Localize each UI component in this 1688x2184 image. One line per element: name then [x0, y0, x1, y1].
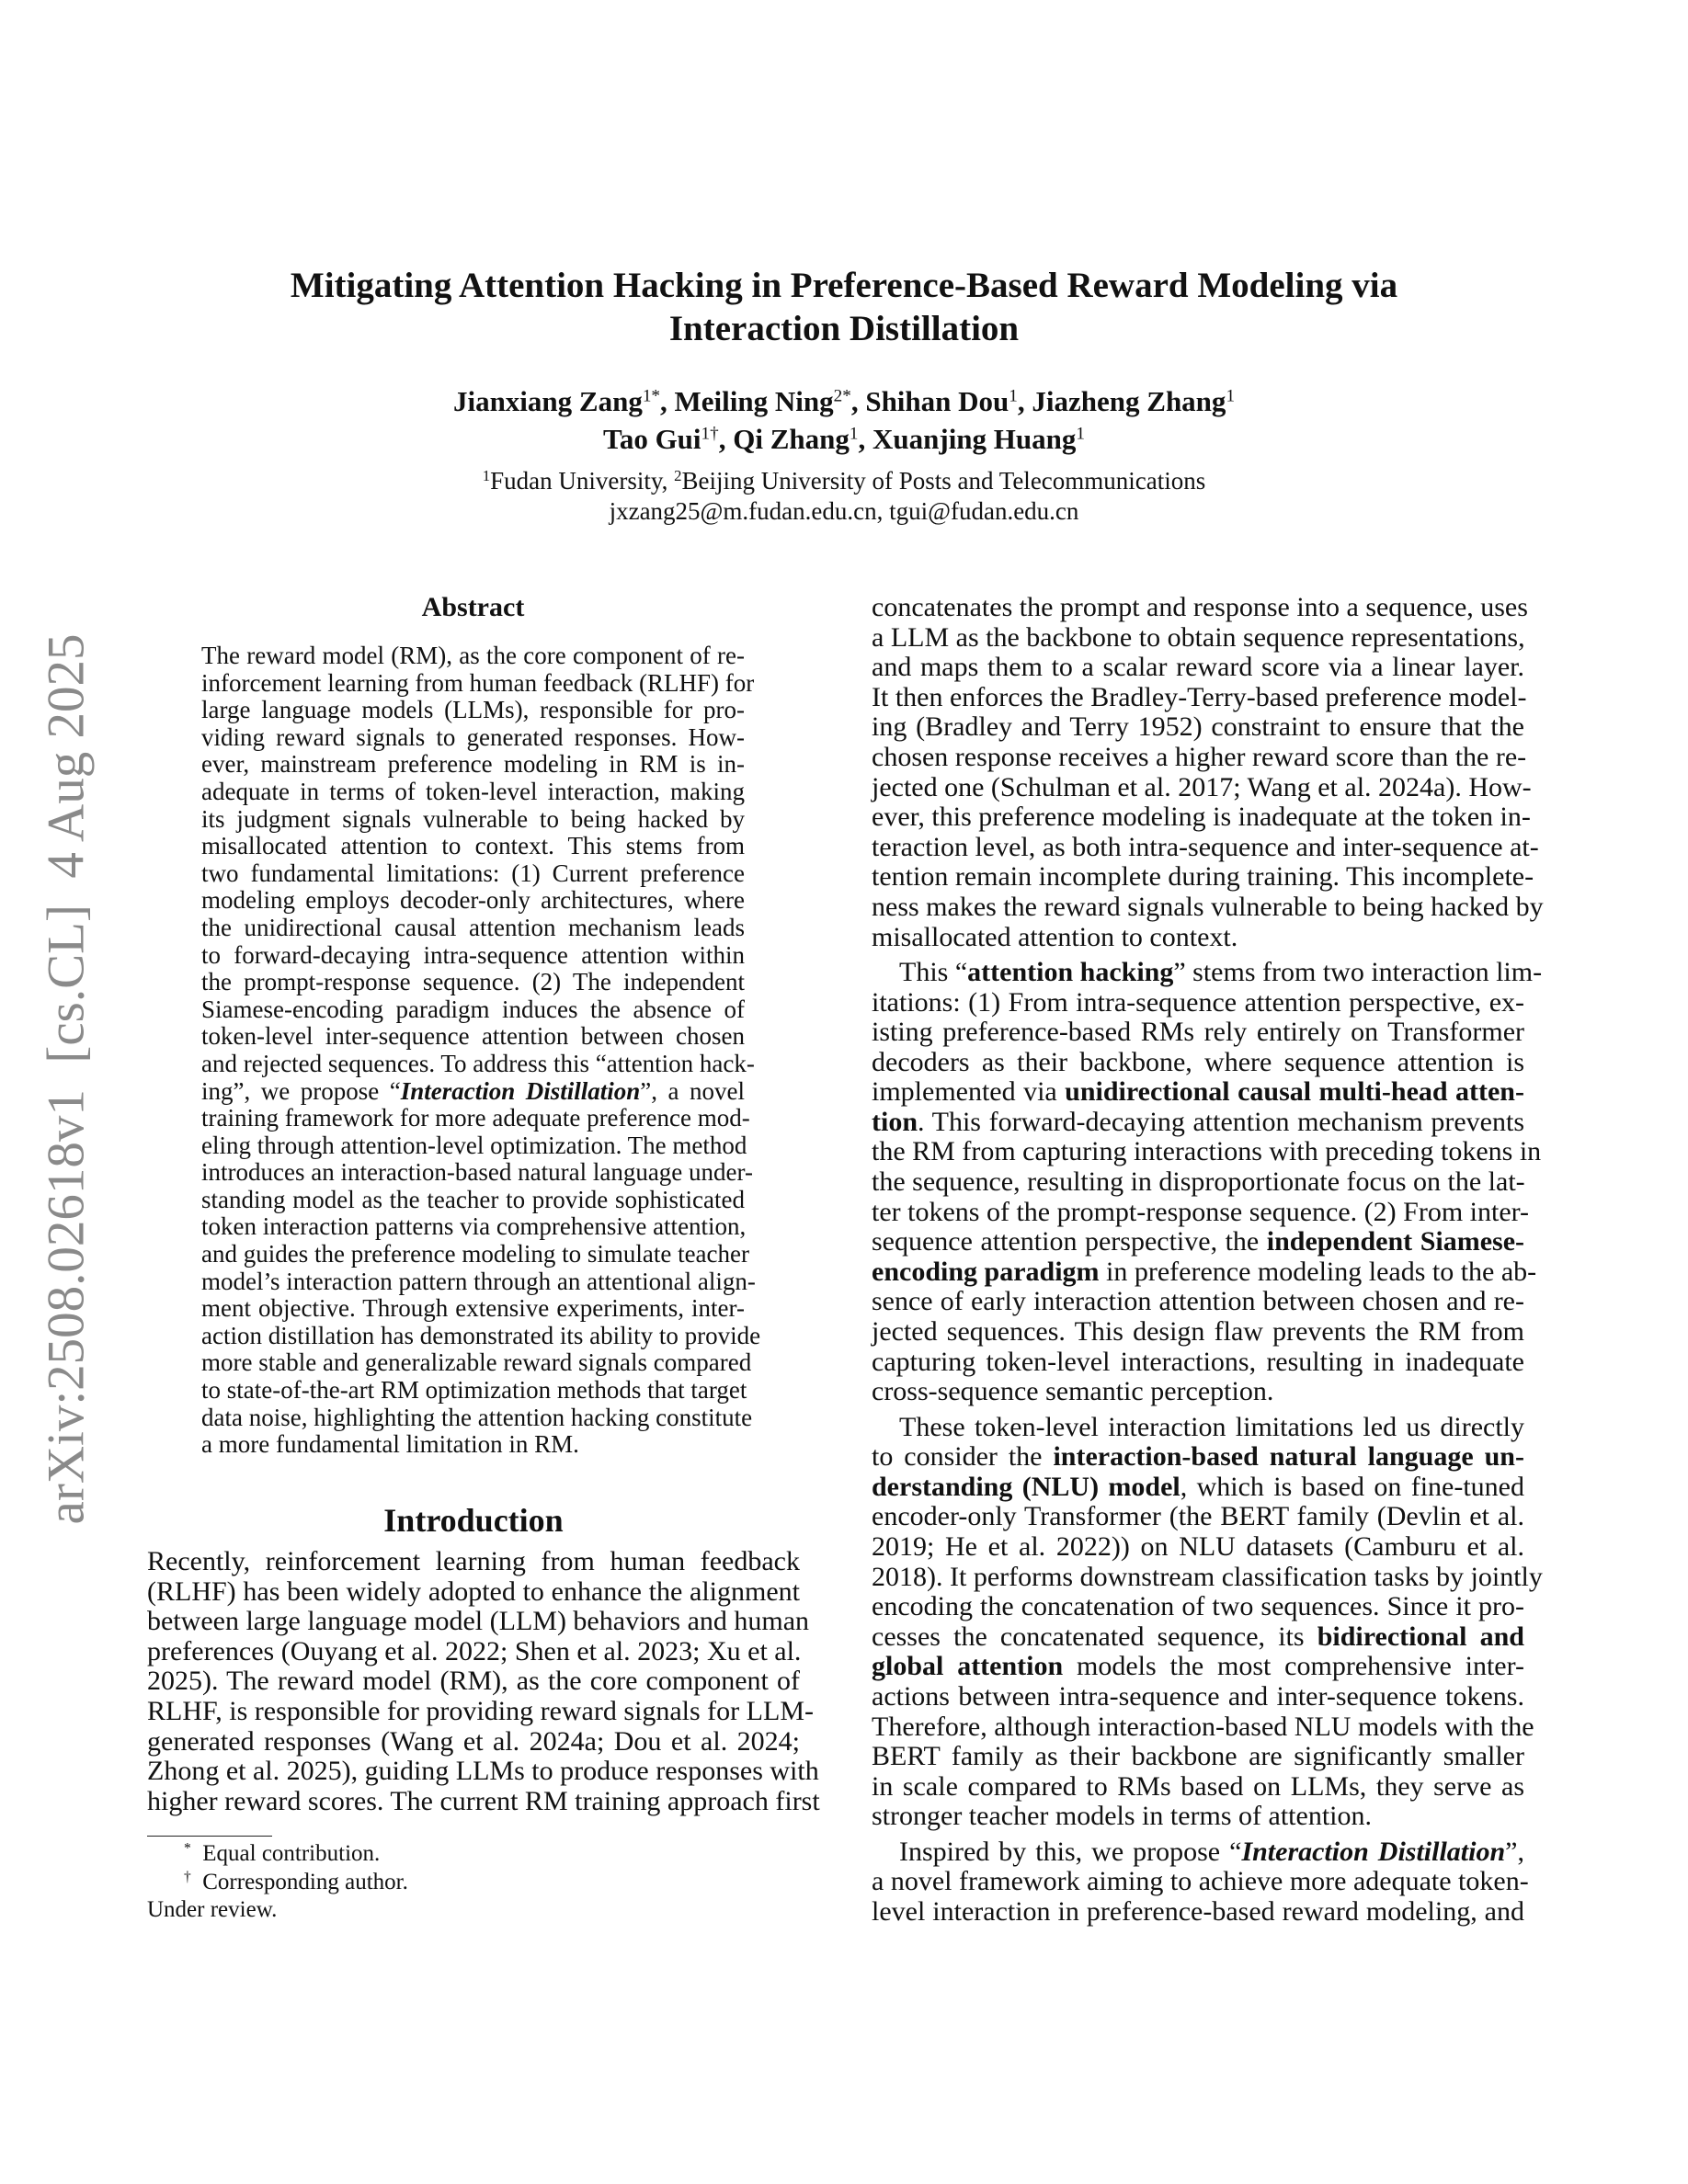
text-line — [872, 1108, 1524, 1138]
text-line: The reward model (RM), as the core component of re- — [201, 642, 745, 669]
text-line: between large language model (LLM) behaviors and human — [147, 1606, 810, 1637]
author-affiliation-mark: 1 — [849, 424, 859, 444]
text-segment: Inspired by this, we propose “ — [899, 1836, 1242, 1867]
text-line: encoding the concatenation of two sequences. Since it pro- — [872, 1591, 1524, 1622]
emphasized-text: encoding paradigm — [872, 1256, 1100, 1287]
paragraph — [201, 642, 761, 1459]
text-line: cross-sequence semantic perception. — [872, 1376, 1274, 1407]
author-affiliation-mark: 1 — [1226, 386, 1236, 406]
text-segment: sequence attention perspective, the — [872, 1226, 1267, 1257]
text-line: token-level inter-sequence attention between chosen — [201, 1022, 745, 1051]
text-line — [201, 1078, 745, 1106]
affiliations — [0, 466, 1688, 527]
paragraph — [872, 592, 1544, 952]
text-line — [872, 1652, 1524, 1682]
author-list — [0, 382, 1688, 458]
author-emails: jxzang25@m.fudan.edu.cn, tgui@fudan.edu.cn — [609, 497, 1079, 525]
text-segment: implemented via — [872, 1076, 1066, 1108]
text-line: the unidirectional causal attention mechanism leads — [201, 913, 745, 941]
text-segment: ”, — [1505, 1836, 1524, 1867]
affiliation-mark: 1 — [482, 466, 491, 484]
text-line: concatenates the prompt and response into a sequence, uses — [872, 592, 1528, 622]
text-line: jected one (Schulman et al. 2017; Wang et al. 2024a). How- — [872, 771, 1532, 802]
emphasized-text: tion — [872, 1106, 918, 1137]
text-line: chosen response receives a higher reward score than the re- — [872, 741, 1527, 772]
text-line: stronger teacher models in terms of attention. — [872, 1801, 1372, 1832]
footnote — [184, 1868, 408, 1896]
paragraph — [872, 1836, 1529, 1928]
text-line — [872, 1622, 1524, 1653]
text-line: more stable and generalizable reward signals compared — [201, 1348, 752, 1377]
text-segment: in preference modeling leads to the ab- — [1099, 1256, 1537, 1287]
text-line: misallocated attention to context. This stems from — [201, 832, 745, 860]
text-line: 2019; He et al. 2022)) on NLU datasets (Camburu et al. — [872, 1531, 1524, 1562]
introduction-heading: Introduction — [383, 1502, 564, 1539]
text-line — [872, 1256, 1537, 1288]
text-line — [872, 1077, 1524, 1108]
text-segment: ing”, we propose “ — [201, 1076, 401, 1105]
text-line: modeling employs decoder-only architectures, where — [201, 886, 745, 915]
text-line: ment objective. Through extensive experiments, inter- — [201, 1294, 745, 1323]
author-name: Meiling Ning — [674, 385, 834, 417]
text-line: teraction level, as both intra-sequence and inter-sequence at- — [872, 831, 1539, 862]
affiliation-name: Fudan University, — [490, 467, 675, 495]
affiliation-mark: 2 — [674, 466, 682, 484]
author-name: Xuanjing Huang — [873, 423, 1077, 455]
text-line: (RLHF) has been widely adopted to enhance the alignment — [147, 1575, 800, 1607]
text-line: capturing token-level interactions, resulting in inadequate — [872, 1346, 1524, 1377]
text-line: action distillation has demonstrated its ability to provide — [201, 1321, 761, 1349]
abstract-heading: Abstract — [421, 592, 525, 622]
author-affiliation-mark: 1† — [701, 424, 719, 444]
text-line: two fundamental limitations: (1) Current preference — [201, 859, 745, 887]
text-line — [872, 1473, 1524, 1503]
text-line: standing model as the teacher to provide sophisticated — [201, 1185, 745, 1213]
text-line: introduces an interaction-based natural language under- — [201, 1158, 753, 1187]
text-line: data noise, highlighting the attention hacking constitute — [201, 1403, 753, 1431]
text-line: preferences (Ouyang et al. 2022; Shen et al. 2023; Xu et al. — [147, 1635, 802, 1666]
text-line: Siamese-encoding paradigm induces the absence of — [201, 995, 745, 1023]
author-line: Tao Gui$^{1\dagger}$, Qi Zhang$^1$, Xuanjing Huang$^1$ — [602, 423, 1085, 455]
text-line: model’s interaction pattern through an attentional align- — [201, 1267, 756, 1295]
text-line: and maps them to a scalar reward score via a linear layer. — [872, 652, 1524, 683]
text-line: itations: (1) From intra-sequence attention perspective, ex- — [872, 986, 1524, 1018]
author-name: Qi Zhang — [733, 423, 850, 455]
text-line: encoder-only Transformer (the BERT family (Devlin et al. — [872, 1501, 1524, 1532]
text-line: training framework for more adequate preference mod- — [201, 1104, 750, 1132]
text-line: decoders as their backbone, where sequence attention is — [872, 1046, 1524, 1077]
author-name: Jianxiang Zang — [452, 385, 643, 417]
emphasized-text: attention hacking — [967, 956, 1174, 987]
text-line: a more fundamental limitation in RM. — [201, 1430, 579, 1459]
text-line: These token-level interaction limitations led us directly — [899, 1411, 1524, 1442]
emphasized-text: Interaction Distillation — [400, 1076, 641, 1105]
text-segment: cesses the concatenated sequence, its — [872, 1621, 1317, 1652]
author-affiliation-mark: 2* — [833, 386, 851, 406]
text-line: ter tokens of the prompt-response sequence. (2) From inter- — [872, 1196, 1530, 1227]
text-line: Zhong et al. 2025), guiding LLMs to produce responses with — [147, 1756, 819, 1787]
text-line — [872, 1837, 1524, 1868]
text-line: to forward-decaying intra-sequence attention within — [201, 940, 745, 969]
author-affiliation-mark: 1 — [1009, 386, 1018, 406]
emphasized-text: derstanding (NLU) model — [872, 1471, 1180, 1502]
footnote-mark: † — [184, 1869, 191, 1885]
emphasized-text: Interaction Distillation — [1241, 1836, 1506, 1867]
author-affiliation-mark: 1* — [642, 386, 661, 406]
text-segment: , which is based on fine-tuned — [1180, 1471, 1524, 1502]
author-name: Jiazheng Zhang — [1032, 385, 1226, 417]
text-line: a novel framework aiming to achieve more adequate token- — [872, 1866, 1529, 1897]
text-line: BERT family as their backbone are significantly smaller — [872, 1741, 1524, 1772]
text-line: Recently, reinforcement learning from human feedback — [147, 1546, 800, 1576]
paragraph — [872, 956, 1543, 1407]
paper-title — [0, 264, 1688, 350]
affiliation-line — [0, 466, 1688, 496]
affiliation-name: Beijing University of Posts and Telecommunications — [681, 467, 1206, 495]
text-line: inforcement learning from human feedback (RLHF) for — [201, 668, 755, 697]
text-line: misallocated attention to context. — [872, 921, 1238, 952]
under-review-note: Under review. — [147, 1897, 278, 1922]
text-line: ing (Bradley and Terry 1952) constraint to ensure that the — [872, 711, 1524, 743]
text-line: generated responses (Wang et al. 2024a; Dou et al. 2024; — [147, 1725, 800, 1757]
text-line: ness makes the reward signals vulnerable to being hacked by — [872, 891, 1544, 922]
text-line: adequate in terms of token-level interaction, making — [201, 777, 745, 805]
text-segment: ”, a novel — [640, 1076, 745, 1105]
text-line: eling through attention-level optimization. The method — [201, 1131, 747, 1159]
text-line: level interaction in preference-based reward modeling, and — [872, 1895, 1524, 1927]
text-line: ever, mainstream preference modeling in RM is in- — [201, 750, 745, 779]
text-segment: to consider the — [872, 1441, 1054, 1473]
emphasized-text: unidirectional causal multi-head atten- — [1065, 1076, 1524, 1108]
text-line: 2025). The reward model (RM), as the core component of — [147, 1666, 800, 1697]
emphasized-text: interaction-based natural language un- — [1053, 1441, 1524, 1473]
paragraph — [147, 1546, 820, 1816]
abstract-body — [201, 642, 761, 1464]
text-segment: ” stems from two interaction lim- — [1173, 956, 1543, 987]
text-line — [872, 956, 1543, 988]
author-name: Tao Gui — [602, 423, 701, 455]
paragraph — [872, 1411, 1543, 1832]
arxiv-identifier-stamp: arXiv:2508.02618v1 [cs.CL] 4 Aug 2025 — [37, 633, 96, 1525]
text-line: the prompt-response sequence. (2) The independent — [201, 968, 745, 996]
text-line: and guides the preference modeling to simulate teacher — [201, 1240, 750, 1268]
text-line: its judgment signals vulnerable to being hacked by — [201, 804, 745, 833]
footnote — [184, 1839, 380, 1868]
footnote-mark: * — [184, 1840, 191, 1857]
text-segment: This “ — [899, 956, 968, 987]
author-affiliation-mark: 1 — [1076, 424, 1085, 444]
text-line: 2018). It performs downstream classification tasks by jointly — [872, 1561, 1543, 1592]
footnote-text: Equal contribution. — [202, 1841, 381, 1866]
right-column-body — [872, 592, 1544, 1932]
footnote-rule — [147, 1836, 272, 1837]
text-line: tention remain incomplete during training. This incomplete- — [872, 861, 1534, 893]
emphasized-text: bidirectional and — [1317, 1621, 1524, 1652]
introduction-body — [147, 1546, 820, 1822]
text-line: the sequence, resulting in disproportionate focus on the lat- — [872, 1166, 1525, 1198]
text-segment: models the most comprehensive inter- — [1063, 1651, 1524, 1682]
text-line: isting preference-based RMs rely entirely on Transformer — [872, 1017, 1524, 1048]
text-line: jected sequences. This design flaw prevents the RM from — [872, 1316, 1524, 1348]
text-line: ever, this preference modeling is inadequate at the token in- — [872, 802, 1531, 833]
emphasized-text: global attention — [872, 1651, 1064, 1682]
text-line: viding reward signals to generated responses. How- — [201, 722, 745, 751]
text-line — [872, 1442, 1524, 1473]
text-line: actions between intra-sequence and inter-sequence tokens. — [872, 1680, 1524, 1712]
author-line: Jianxiang Zang$^{1*}$, Meiling Ning$^{2*}$, Shihan Dou$^1$, Jiazheng Zhang$^1$ — [452, 385, 1236, 417]
text-line: in scale compared to RMs based on LLMs, they serve as — [872, 1770, 1524, 1802]
text-line: large language models (LLMs), responsible for pro- — [201, 696, 745, 724]
text-line: It then enforces the Bradley-Terry-based preference model- — [872, 681, 1527, 712]
text-segment: . This forward-decaying attention mechanism prevents — [918, 1106, 1524, 1137]
title-line: Mitigating Attention Hacking in Preference-Based Reward Modeling via — [290, 266, 1398, 305]
text-line: token interaction patterns via comprehensive attention, — [201, 1212, 747, 1241]
text-line: RLHF, is responsible for providing reward signals for LLM- — [147, 1695, 814, 1726]
title-line: Interaction Distillation — [668, 309, 1020, 348]
text-line: sence of early interaction attention between chosen and re- — [872, 1286, 1524, 1317]
text-line: a LLM as the backbone to obtain sequence representations, — [872, 621, 1525, 653]
text-line — [872, 1227, 1524, 1257]
text-line: Therefore, although interaction-based NLU models with the — [872, 1711, 1534, 1742]
emphasized-text: independent Siamese- — [1266, 1226, 1524, 1257]
author-name: Shihan Dou — [865, 385, 1009, 417]
footnote-text: Corresponding author. — [202, 1870, 408, 1894]
text-line: higher reward scores. The current RM training approach first — [147, 1785, 820, 1816]
text-line: and rejected sequences. To address this “attention hack- — [201, 1049, 755, 1077]
text-line: the RM from capturing interactions with preceding tokens in — [872, 1136, 1542, 1167]
text-line: to state-of-the-art RM optimization methods that target — [201, 1376, 747, 1405]
